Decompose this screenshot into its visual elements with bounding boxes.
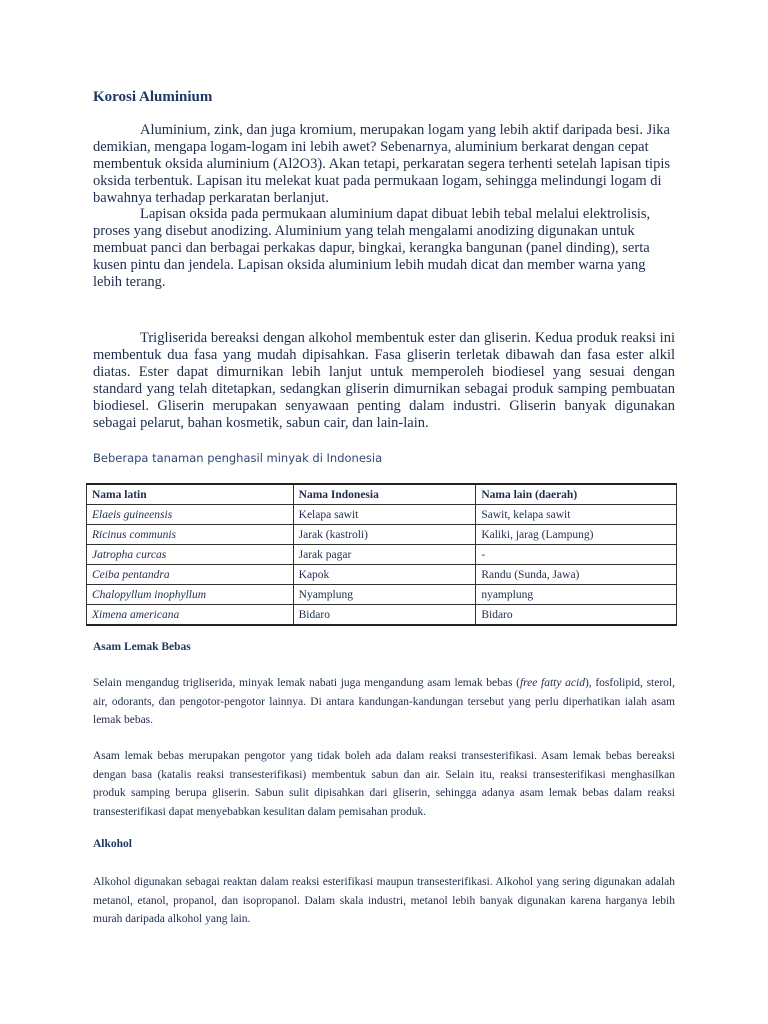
table-row xyxy=(87,505,677,525)
table-header-row xyxy=(87,484,677,505)
table-row xyxy=(87,605,677,626)
paragraph-asam-2: Asam lemak bebas merupakan pengotor yang tidak boleh ada dalam reaksi transesterifikasi. Asam lemak bebas bereaksi dengan basa (katalis reaksi transesterifikasi) membentuk sabun dan air. Selain itu, reaksi transesterifikasi menghasilkan produk samping berupa gliserin. Sabun sulit dipisahkan dari gliserin, sehingga adanya asam lemak bebas dalam reaksi transesterifikasi dapat menyebabkan kesulitan dalam pemisahan produk. xyxy=(93,750,675,818)
cell-indonesia: Kelapa sawit xyxy=(293,505,476,525)
paragraph-triglyceride: Trigliserida bereaksi dengan alkohol membentuk ester dan gliserin. Kedua produk reaksi ini membentuk dua fasa yang mudah dipisahkan. Fasa gliserin terletak dibawah dan fasa ester alkil diatas. Ester dapat dimurnikan lebih lanjut untuk memperoleh biodiesel yang sesuai dengan standard yang telah ditetapkan, sedangkan gliserin dimurnikan sebagai produk samping pembuatan biodiesel. Gliserin merupakan senyawaan penting dalam industri. Gliserin banyak digunakan sebagai pelarut, bahan kosmetik, sabun cair, dan lain-lain. xyxy=(93,330,675,431)
page-title: Korosi Aluminium xyxy=(93,89,213,105)
paragraph-corrosion-1: Aluminium, zink, dan juga kromium, merupakan logam yang lebih aktif daripada besi. Jika demikian, mengapa logam-logam ini lebih awet? Sebenarnya, aluminium berkarat dengan cepat membentuk oksida aluminium (Al2O3). Akan tetapi, perkaratan segera terhenti setelah lapisan tipis oksida terbentuk. Lapisan itu melekat kuat pada permukaan logam, sehingga melindungi logam di bawahnya terhadap perkaratan berlanjut. xyxy=(93,122,671,206)
cell-indonesia: Jarak pagar xyxy=(293,545,476,565)
cell-latin: Elaeis guineensis xyxy=(87,505,294,525)
cell-latin: Ximena americana xyxy=(87,605,294,626)
cell-local: Kaliki, jarag (Lampung) xyxy=(476,525,677,545)
heading-asam-lemak-bebas: Asam Lemak Bebas xyxy=(93,641,191,653)
header-indonesia: Nama Indonesia xyxy=(293,484,476,505)
cell-latin: Ceiba pentandra xyxy=(87,565,294,585)
cell-indonesia: Jarak (kastroli) xyxy=(293,525,476,545)
table-row xyxy=(87,545,677,565)
paragraph-alkohol: Alkohol digunakan sebagai reaktan dalam reaksi esterifikasi maupun transesterifikasi. Alkohol yang sering digunakan adalah metanol, etanol, propanol, dan isopropanol. Dalam skala industri, metanol lebih banyak digunakan karena harganya lebih murah daripada alkohol yang lain. xyxy=(93,876,675,925)
cell-latin: Ricinus communis xyxy=(87,525,294,545)
cell-indonesia: Kapok xyxy=(293,565,476,585)
table-row xyxy=(87,525,677,545)
cell-local: Sawit, kelapa sawit xyxy=(476,505,677,525)
paragraph-corrosion-2: Lapisan oksida pada permukaan aluminium dapat dibuat lebih tebal melalui elektrolisis, proses yang disebut anodizing. Aluminium yang telah mengalami anodizing digunakan untuk membuat panci dan berbagai perkakas dapur, bingkai, kerangka bangunan (panel dinding), serta kusen pintu dan jendela. Lapisan oksida aluminium lebih mudah dicat dan member warna yang lebih terang. xyxy=(93,206,651,290)
plants-table xyxy=(86,483,677,626)
heading-alkohol: Alkohol xyxy=(93,838,132,850)
term-free-fatty-acid: free fatty acid xyxy=(519,677,585,689)
header-local: Nama lain (daerah) xyxy=(476,484,677,505)
cell-indonesia: Bidaro xyxy=(293,605,476,626)
cell-local: nyamplung xyxy=(476,585,677,605)
table-row xyxy=(87,585,677,605)
table-caption: Beberapa tanaman penghasil minyak di Indonesia xyxy=(93,451,383,465)
cell-latin: Chalopyllum inophyllum xyxy=(87,585,294,605)
cell-indonesia: Nyamplung xyxy=(293,585,476,605)
cell-local: - xyxy=(476,545,677,565)
header-latin: Nama latin xyxy=(87,484,294,505)
paragraph-asam-1: Selain mengandug trigliserida, minyak lemak nabati juga mengandung asam lemak bebas (free fatty acid), fosfolipid, sterol, air, odorants, dan pengotor-pengotor lainnya. Di antara kandungan-kandungan tersebut yang perlu diperhatikan ialah asam lemak bebas. xyxy=(93,677,675,726)
cell-local: Bidaro xyxy=(476,605,677,626)
table-row xyxy=(87,565,677,585)
cell-local: Randu (Sunda, Jawa) xyxy=(476,565,677,585)
cell-latin: Jatropha curcas xyxy=(87,545,294,565)
